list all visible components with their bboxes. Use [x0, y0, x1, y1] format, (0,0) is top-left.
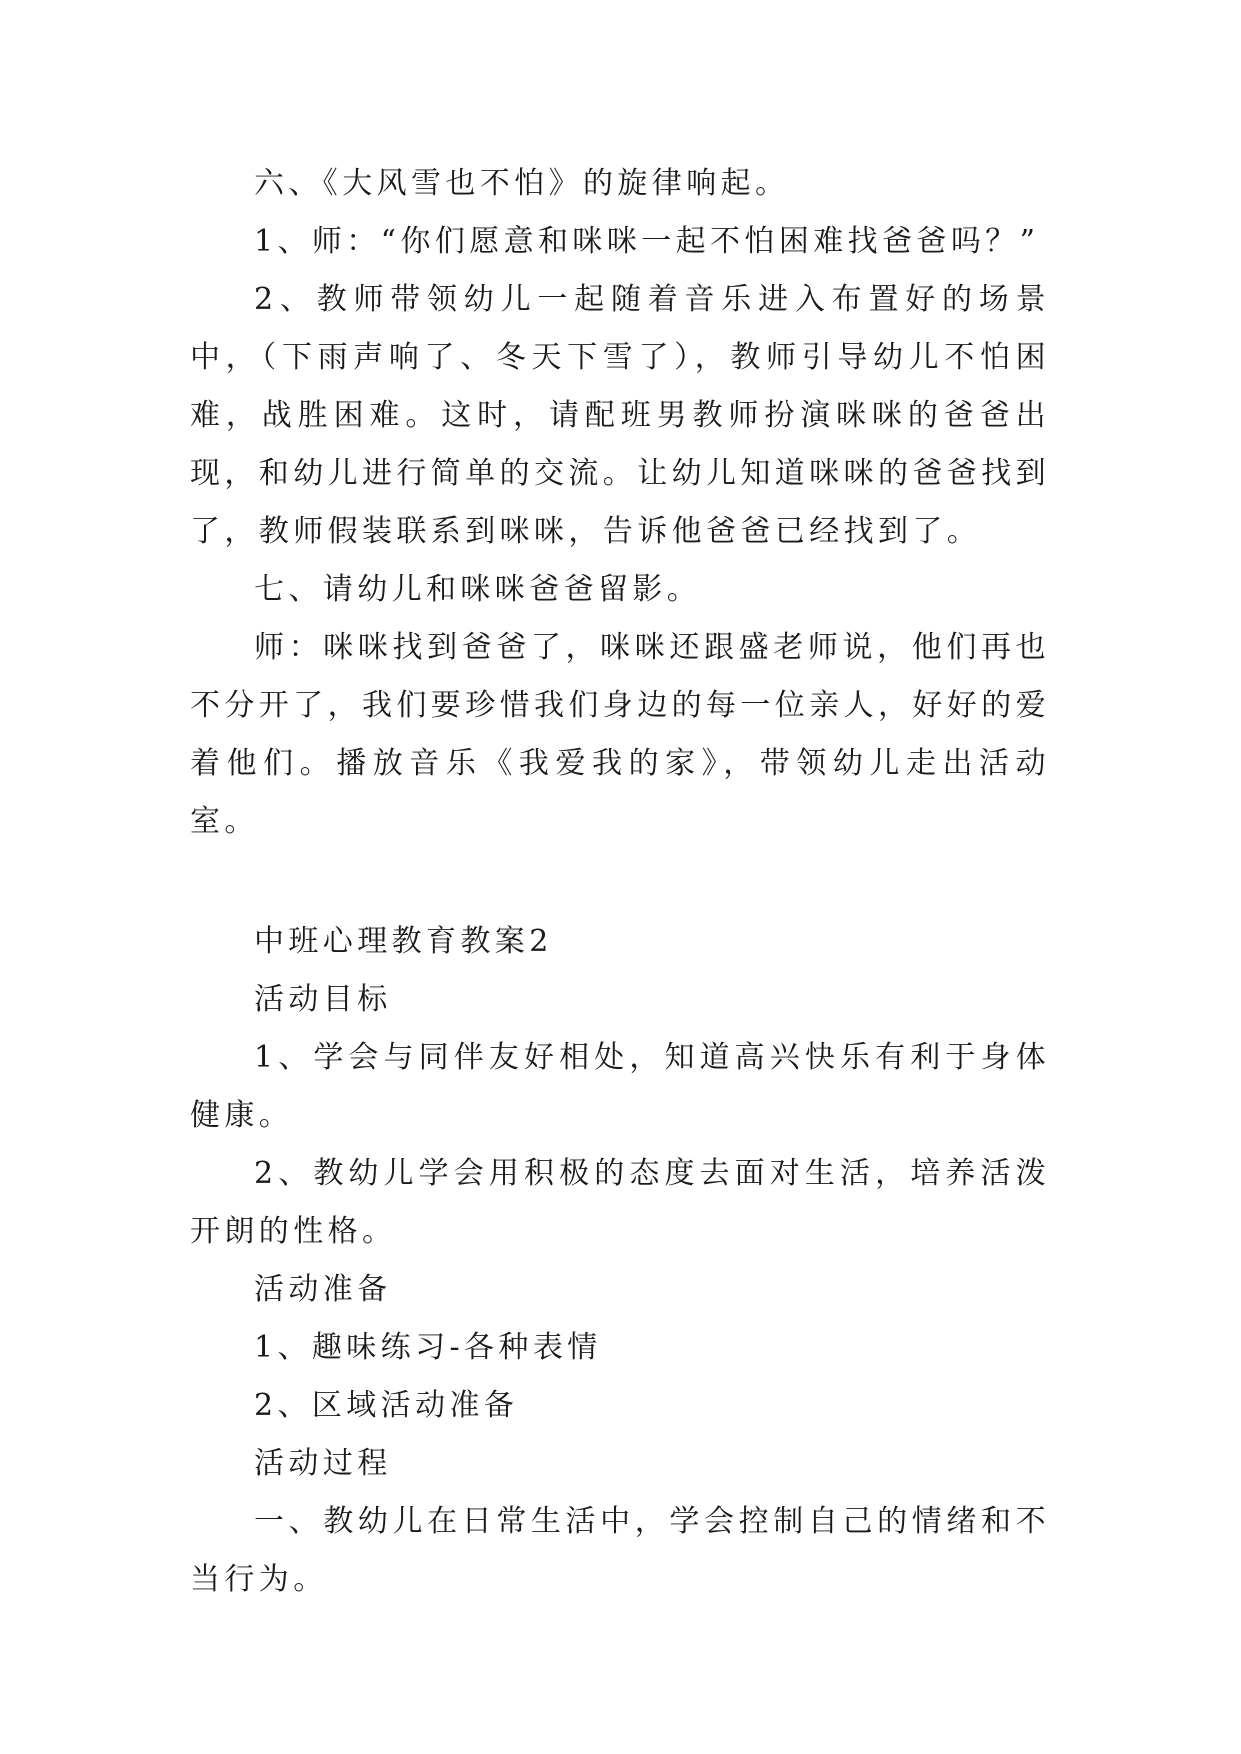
document-body — [190, 155, 1050, 1609]
paragraph: 2、教师带领幼儿一起随着音乐进入布置好的场景中，（下雨声响了、冬天下雪了），教师引导幼儿不怕困难，战胜困难。这时，请配班男教师扮演咪咪的爸爸出现，和幼儿进行简单的交流。让幼儿知道咪咪的爸爸找到了，教师假装联系到咪咪，告诉他爸爸已经找到了。 — [190, 282, 1050, 549]
paragraph: 1、师：“你们愿意和咪咪一起不怕困难找爸爸吗？” — [254, 224, 1040, 259]
paragraph: 2、区域活动准备 — [254, 1388, 519, 1423]
section-spacer — [190, 851, 1050, 913]
paragraph: 1、学会与同伴友好相处，知道高兴快乐有利于身体健康。 — [190, 1040, 1050, 1133]
paragraph: 七、请幼儿和咪咪爸爸留影。 — [254, 572, 702, 607]
paragraph: 2、教幼儿学会用积极的态度去面对生活，培养活泼开朗的性格。 — [190, 1156, 1050, 1249]
section-title: 中班心理教育教案2 — [254, 924, 553, 959]
paragraph: 1、趣味练习-各种表情 — [254, 1330, 602, 1365]
subheading: 活动准备 — [254, 1272, 392, 1307]
paragraph: 师：咪咪找到爸爸了，咪咪还跟盛老师说，他们再也不分开了，我们要珍惜我们身边的每一位亲人，好好的爱着他们。播放音乐《我爱我的家》，带领幼儿走出活动室。 — [190, 630, 1050, 839]
paragraph: 六、《大风雪也不怕》的旋律响起。 — [254, 166, 790, 201]
subheading: 活动目标 — [254, 982, 392, 1017]
paragraph: 一、教幼儿在日常生活中，学会控制自己的情绪和不当行为。 — [190, 1504, 1050, 1597]
subheading: 活动过程 — [254, 1446, 392, 1481]
